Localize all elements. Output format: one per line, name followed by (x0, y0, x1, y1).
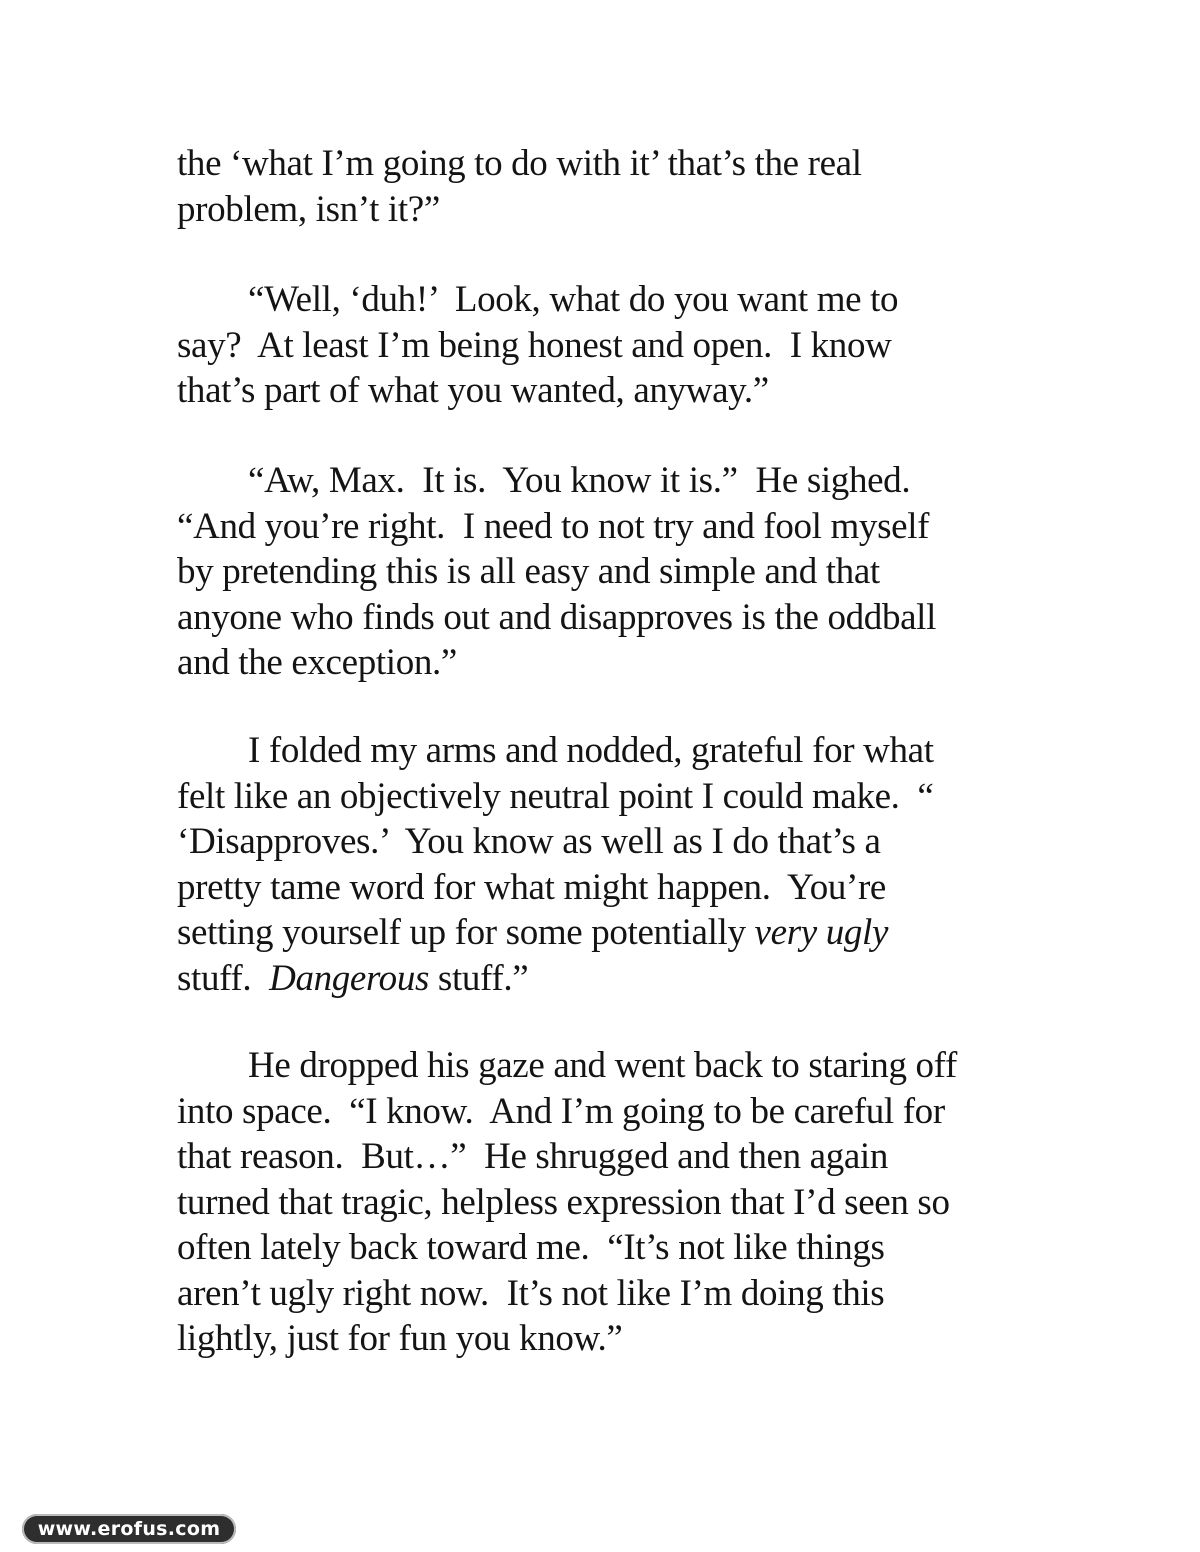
text-line: say? At least I’m being honest and open. I know (177, 324, 892, 366)
text-line: aren’t ugly right now. It’s not like I’m doing this (177, 1272, 885, 1314)
text-run: setting yourself up for some potentially (177, 912, 755, 953)
text-line: felt like an objectively neutral point I could make. “ (177, 775, 934, 817)
text-line: “Well, ‘duh!’ Look, what do you want me to (248, 279, 899, 320)
text-line: often lately back toward me. “It’s not like things (177, 1227, 885, 1268)
emphasis-text: very ugly (754, 912, 889, 953)
watermark-badge (22, 1514, 236, 1544)
text-line: anyone who finds out and disapproves is the oddball (177, 596, 937, 638)
text-line: that’s part of what you wanted, anyway.” (177, 370, 769, 411)
text-line: the ‘what I’m going to do with it’ that’s the real (177, 143, 862, 184)
emphasis-text: Dangerous (269, 957, 430, 999)
paragraph-4 (177, 728, 1037, 1001)
text-line: into space. “I know. And I’m going to be careful for (177, 1090, 945, 1132)
watermark-text: www.erofus.com (37, 1518, 221, 1540)
text-line: ‘Disapproves.’ You know as well as I do that’s a (177, 821, 881, 862)
text-line: I folded my arms and nodded, grateful for what (248, 730, 934, 771)
text-line: lightly, just for fun you know.” (177, 1318, 623, 1359)
paragraph-3 (177, 458, 1037, 686)
text-line: by pretending this is all easy and simple and that (177, 551, 880, 592)
text-line: “And you’re right. I need to not try and fool myself (177, 505, 930, 547)
paragraph-5 (177, 1043, 1037, 1362)
paragraph-1 (177, 141, 1037, 232)
text-line (177, 956, 1037, 1002)
text-run: stuff. (177, 957, 270, 999)
text-line (177, 910, 1037, 956)
text-line: “Aw, Max. It is. You know it is.” He sighed. (248, 460, 911, 501)
text-line: and the exception.” (177, 642, 457, 683)
text-line: problem, isn’t it?” (177, 188, 440, 230)
text-line: pretty tame word for what might happen. You’re (177, 866, 887, 908)
text-line: that reason. But…” He shrugged and then again (177, 1136, 889, 1177)
text-run: stuff.” (429, 957, 529, 999)
text-line: turned that tragic, helpless expression that I’d seen so (177, 1181, 950, 1223)
paragraph-2 (177, 277, 1037, 414)
text-line: He dropped his gaze and went back to staring off (248, 1045, 957, 1086)
